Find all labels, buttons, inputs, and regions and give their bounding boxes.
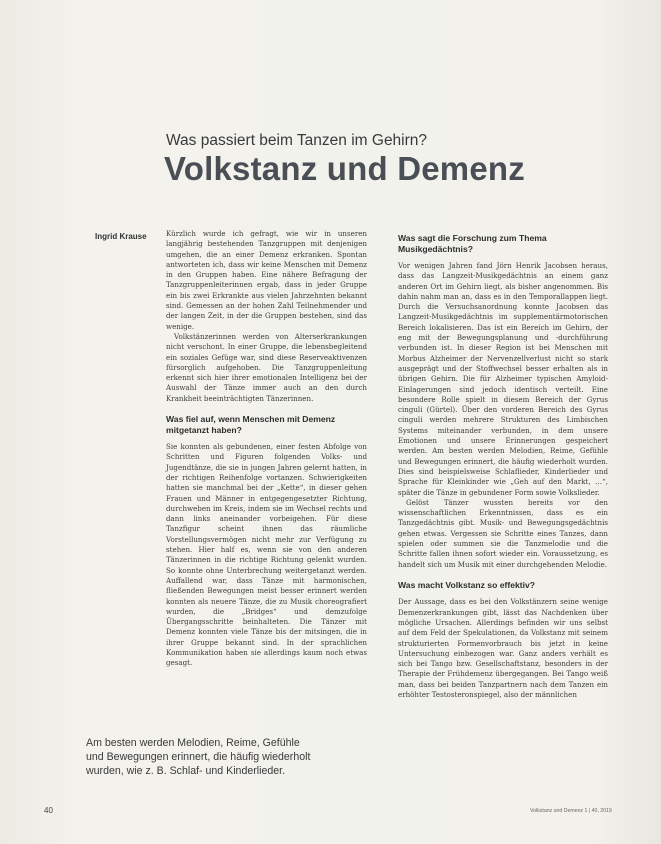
pull-quote: Am besten werden Melodien, Reime, Gefühle und Bewegungen erinnert, die häufig wiederholt wurden, wie z. B. Schlaf- und Kinderlieder.: [86, 737, 311, 777]
left-column: [166, 229, 367, 669]
body-paragraph: Der Aussage, dass es bei den Volkstänzern seine wenige Demenzerkrankungen gibt, lässt das Nachdenken über mögliche Ursachen. Allerdings befinden wir uns selbst auf dem Feld der Spekulationen, da Volkstanz mit seinem strukturierten Formenvorbrauch bis jetzt in keine Untersuchung einbezogen war. Ganz anders verhält es sich bei Tango bzw. Gesellschaftstanz, besonders in der Therapie der Frühdemenz übergegangen. Bei Tango weiß man, dass bei beiden Tanzpartnern nach dem Tanzen ein erhöhter Testosteronspiegel, also der männlichen: [398, 597, 608, 700]
body-paragraph: Sie konnten als gebundenen, einer festen Abfolge von Schritten und Figuren folgenden Volks- und Jugendtänze, die sie in jungen Jahren gelernt hatten, in der richtigen Reihenfolge vortanzen. Schwierigkeiten hatten sie manchmal bei der „Kette“, in dieser gehen Frauen und Männer in entgegengesetzter Richtung, durchweben im Kreis, indem sie im Wechsel rechts und dann links aneinander vorbeigehen. Für diese Tanzfigur scheint ihnen das räumliche Vorstellungsvermögen nicht mehr zur Verfügung zu stehen. Hier half es, wenn sie von den anderen Tänzerinnen in die richtige Richtung gelenkt wurden. So konnte ohne Unterbrechung weitergetanzt werden. Auffallend war, dass Tänze mit harmonischen, fließenden Bewegungen meist besser erinnert werden konnten als neuere Tänze, die zu Musik choreografiert wurden, die „Bridges“ und demzufolge Übergangsschritte beinhalteten. Die Tänzer mit Demenz konnten viele Tänze bis der mitsingen, die in ihrer Gruppe bekannt sind. In der sprachlichen Kommunikation haben sie allerdings kaum noch etwas gesagt.: [166, 442, 367, 668]
article-title: Volkstanz und Demenz: [164, 150, 525, 187]
author-name: Ingrid Krause: [95, 232, 147, 241]
section-heading: Was macht Volkstanz so effektiv?: [398, 579, 536, 590]
body-paragraph: Kürzlich wurde ich gefragt, wie wir in unseren langjährig bestehenden Tanzgruppen mit denjenigen umgehen, die an einer Demenz erkranken. Spontan antworteten ich, dass wir keine Menschen mit Demenz in den Gruppen haben. Eine nähere Befragung der Tanzgruppenleiterinnen ergab, dass in jeder Gruppe ein bis zwei Erkrankte aus vielen Jahrzehnten bekannt sind. Gemessen an der hohen Zahl Teilnehmender und der langen Zeit, in der die Gruppen bestehen, sind das wenige.: [166, 229, 367, 331]
section-heading: Was fiel auf, wenn Menschen mit Demenz mitgetanzt haben?: [166, 414, 336, 435]
section-heading: Was sagt die Forschung zum Thema Musikgedächtnis?: [398, 233, 547, 254]
body-paragraph: Volkstänzerinnen werden von Alterserkrankungen nicht verschont. In einer Gruppe, die lebensbegleitend ein soziales Gefüge war, sind diese Reserveaktivenzen fürsorglich aufgehoben. Die Tanzgruppenleitung erkennt sich hier ihrer emotionalen Intelligenz bei der Auswahl der Tänze immer auch an den durch Krankheit beeinträchtigten Tänzerinnen.: [166, 331, 367, 403]
body-paragraph: Vor wenigen Jahren fand Jörn Henrik Jacobsen heraus, dass das Langzeit-Musikgedächtnis an einem ganz anderen Ort im Gehirn liegt, als bisher angenommen. Bis dahin nahm man an, dass es in den Temporallappen liegt. Durch die Versuchsanordnung konnte Jacobsen das Langzeit-Musikgedächtnis im supplementärmotorischen Bereich lokalisieren. Das ist ein Bereich im Gehirn, der eng mit der Bewegungsplanung und -durchführung verbunden ist. In dieser Region ist bei Menschen mit Morbus Alzheimer der Nervenzellverlust nicht so stark ausgeprägt und der Stoffwechsel besser erhalten als in übrigen Gehirn. Die für Alzheimer typischen Amyloid-Einlagerungen sind jedoch identisch verteilt. Eine besondere Rolle spielt in diesem Bereich der Gyrus cinguli (Gürtel). Über den vorderen Bereich des Gyrus cinguli werden mehrere Strukturen des Limbischen Systems miteinander verbunden, in dem unsere Emotionen und unsere Erinnerungen gespeichert werden. Am besten werden Melodien, Reime, Gefühle und Bewegungen erinnert, die häufig wiederholt wurden. Dies sind beispielsweise Schlaflieder, Kinderlieder und Sprache für Kleinkinder wie „Geh auf den Markt, …“, später die Tänze in gebundener Form sowie Volkslieder.: [398, 261, 608, 497]
publication-footer: Volkstanz und Demenz 1 | 40, 2019: [530, 808, 612, 814]
body-paragraph: Gelöst Tänzer wussten bereits vor den wissenschaftlichen Erkenntnissen, dass es ein Tanzgedächtnis gibt. Musik- und Bewegungsgedächtnis gehen etwas. Vergessen sie Schritte eines Tanzes, dann spielen oder summen sie die Tanzmelodie und die Schritte fallen ihnen sofort wieder ein. Voraussetzung, es handelt sich um Musik mit einer durchgehenden Melodie.: [398, 497, 608, 569]
page-number: 40: [44, 806, 53, 815]
article-kicker: Was passiert beim Tanzen im Gehirn?: [166, 132, 428, 149]
right-column: [398, 229, 608, 700]
